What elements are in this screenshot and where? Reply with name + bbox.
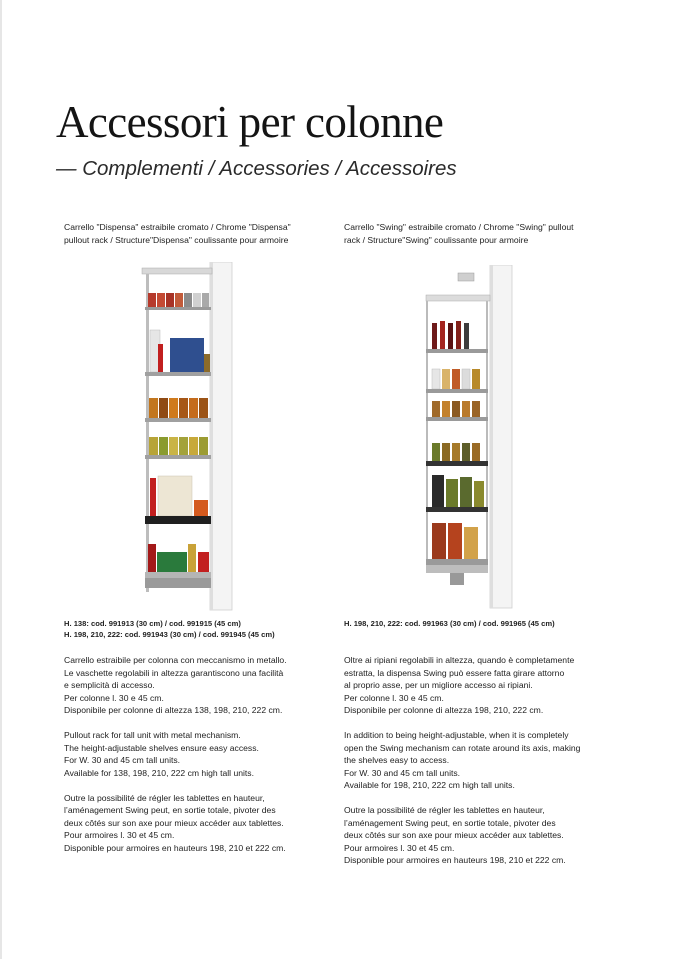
- dispensa-pullout-rack-image: [140, 262, 235, 612]
- description-english: In addition to being height-adjustable, when it is completely open the Swing mechanism can rotate around its axis, making the shelves easy to access. For W. 30 and 45 cm tall units. Available for 198, 210, 222 cm high tall units.: [344, 730, 581, 790]
- product-codes-swing: [344, 619, 624, 630]
- description-french: Outre la possibilité de régler les tablettes en hauteur, l’aménagement Swing peut, en sortie totale, pivoter des deux côtés sur son axe pour mieux accéder aux tablettes. Pour armoires l. 30 et 45 cm. Disponible pour armoires en hauteurs 198, 210 et 222 cm.: [64, 792, 286, 853]
- page-title: Accessori per colonne: [56, 97, 444, 147]
- product-code-line: H. 198, 210, 222: cod. 991943 (30 cm) / cod. 991945 (45 cm): [64, 629, 275, 639]
- description-english: Pullout rack for tall unit with metal mechanism. The height-adjustable shelves ensure easy access. For W. 30 and 45 cm tall units. Available for 138, 198, 210, 222 cm high tall units.: [64, 730, 259, 778]
- product-caption-dispensa: Carrello "Dispensa" estraibile cromato / Chrome "Dispensa" pullout rack / Structure"Dispensa" coulissante pour armoire: [64, 222, 291, 245]
- description-italian: Carrello estraibile per colonna con meccanismo in metallo. Le vaschette regolabili in altezza garantiscono una facilità e semplicità di accesso. Per colonne l. 30 e 45 cm. Disponibile per colonne di altezza 138, 198, 210, 222 cm.: [64, 655, 287, 715]
- product-description-swing: [344, 654, 624, 879]
- product-description-dispensa: [64, 654, 344, 867]
- description-italian: Oltre ai ripiani regolabili in altezza, quando è completamente estratta, la dispensa Swing può essere fatta girare attorno al proprio asse, per un migliore accesso ai ripiani. Per colonne l. 30 e 45 cm. Disponibile per colonne di altezza 198, 210, 222 cm.: [344, 655, 575, 715]
- product-code-line: H. 198, 210, 222: cod. 991963 (30 cm) / cod. 991965 (45 cm): [344, 619, 555, 628]
- product-codes-dispensa: [64, 619, 344, 640]
- swing-pullout-rack-image: [422, 265, 514, 610]
- page-subtitle: — Complementi / Accessories / Accessoires: [56, 157, 457, 180]
- product-code-line: H. 138: cod. 991913 (30 cm) / cod. 991915 (45 cm): [64, 619, 241, 628]
- description-french: Outre la possibilité de régler les tablettes en hauteur, l’aménagement Swing peut, en sortie totale, pivoter des deux côtés sur son axe pour mieux accéder aux tablettes. Pour armoires l. 30 et 45 cm. Disponible pour armoires en hauteurs 198, 210 et 222 cm.: [344, 805, 566, 865]
- product-caption-swing: Carrello "Swing" estraibile cromato / Chrome "Swing" pullout rack / Structure"Swing" coulissante pour armoire: [344, 222, 574, 245]
